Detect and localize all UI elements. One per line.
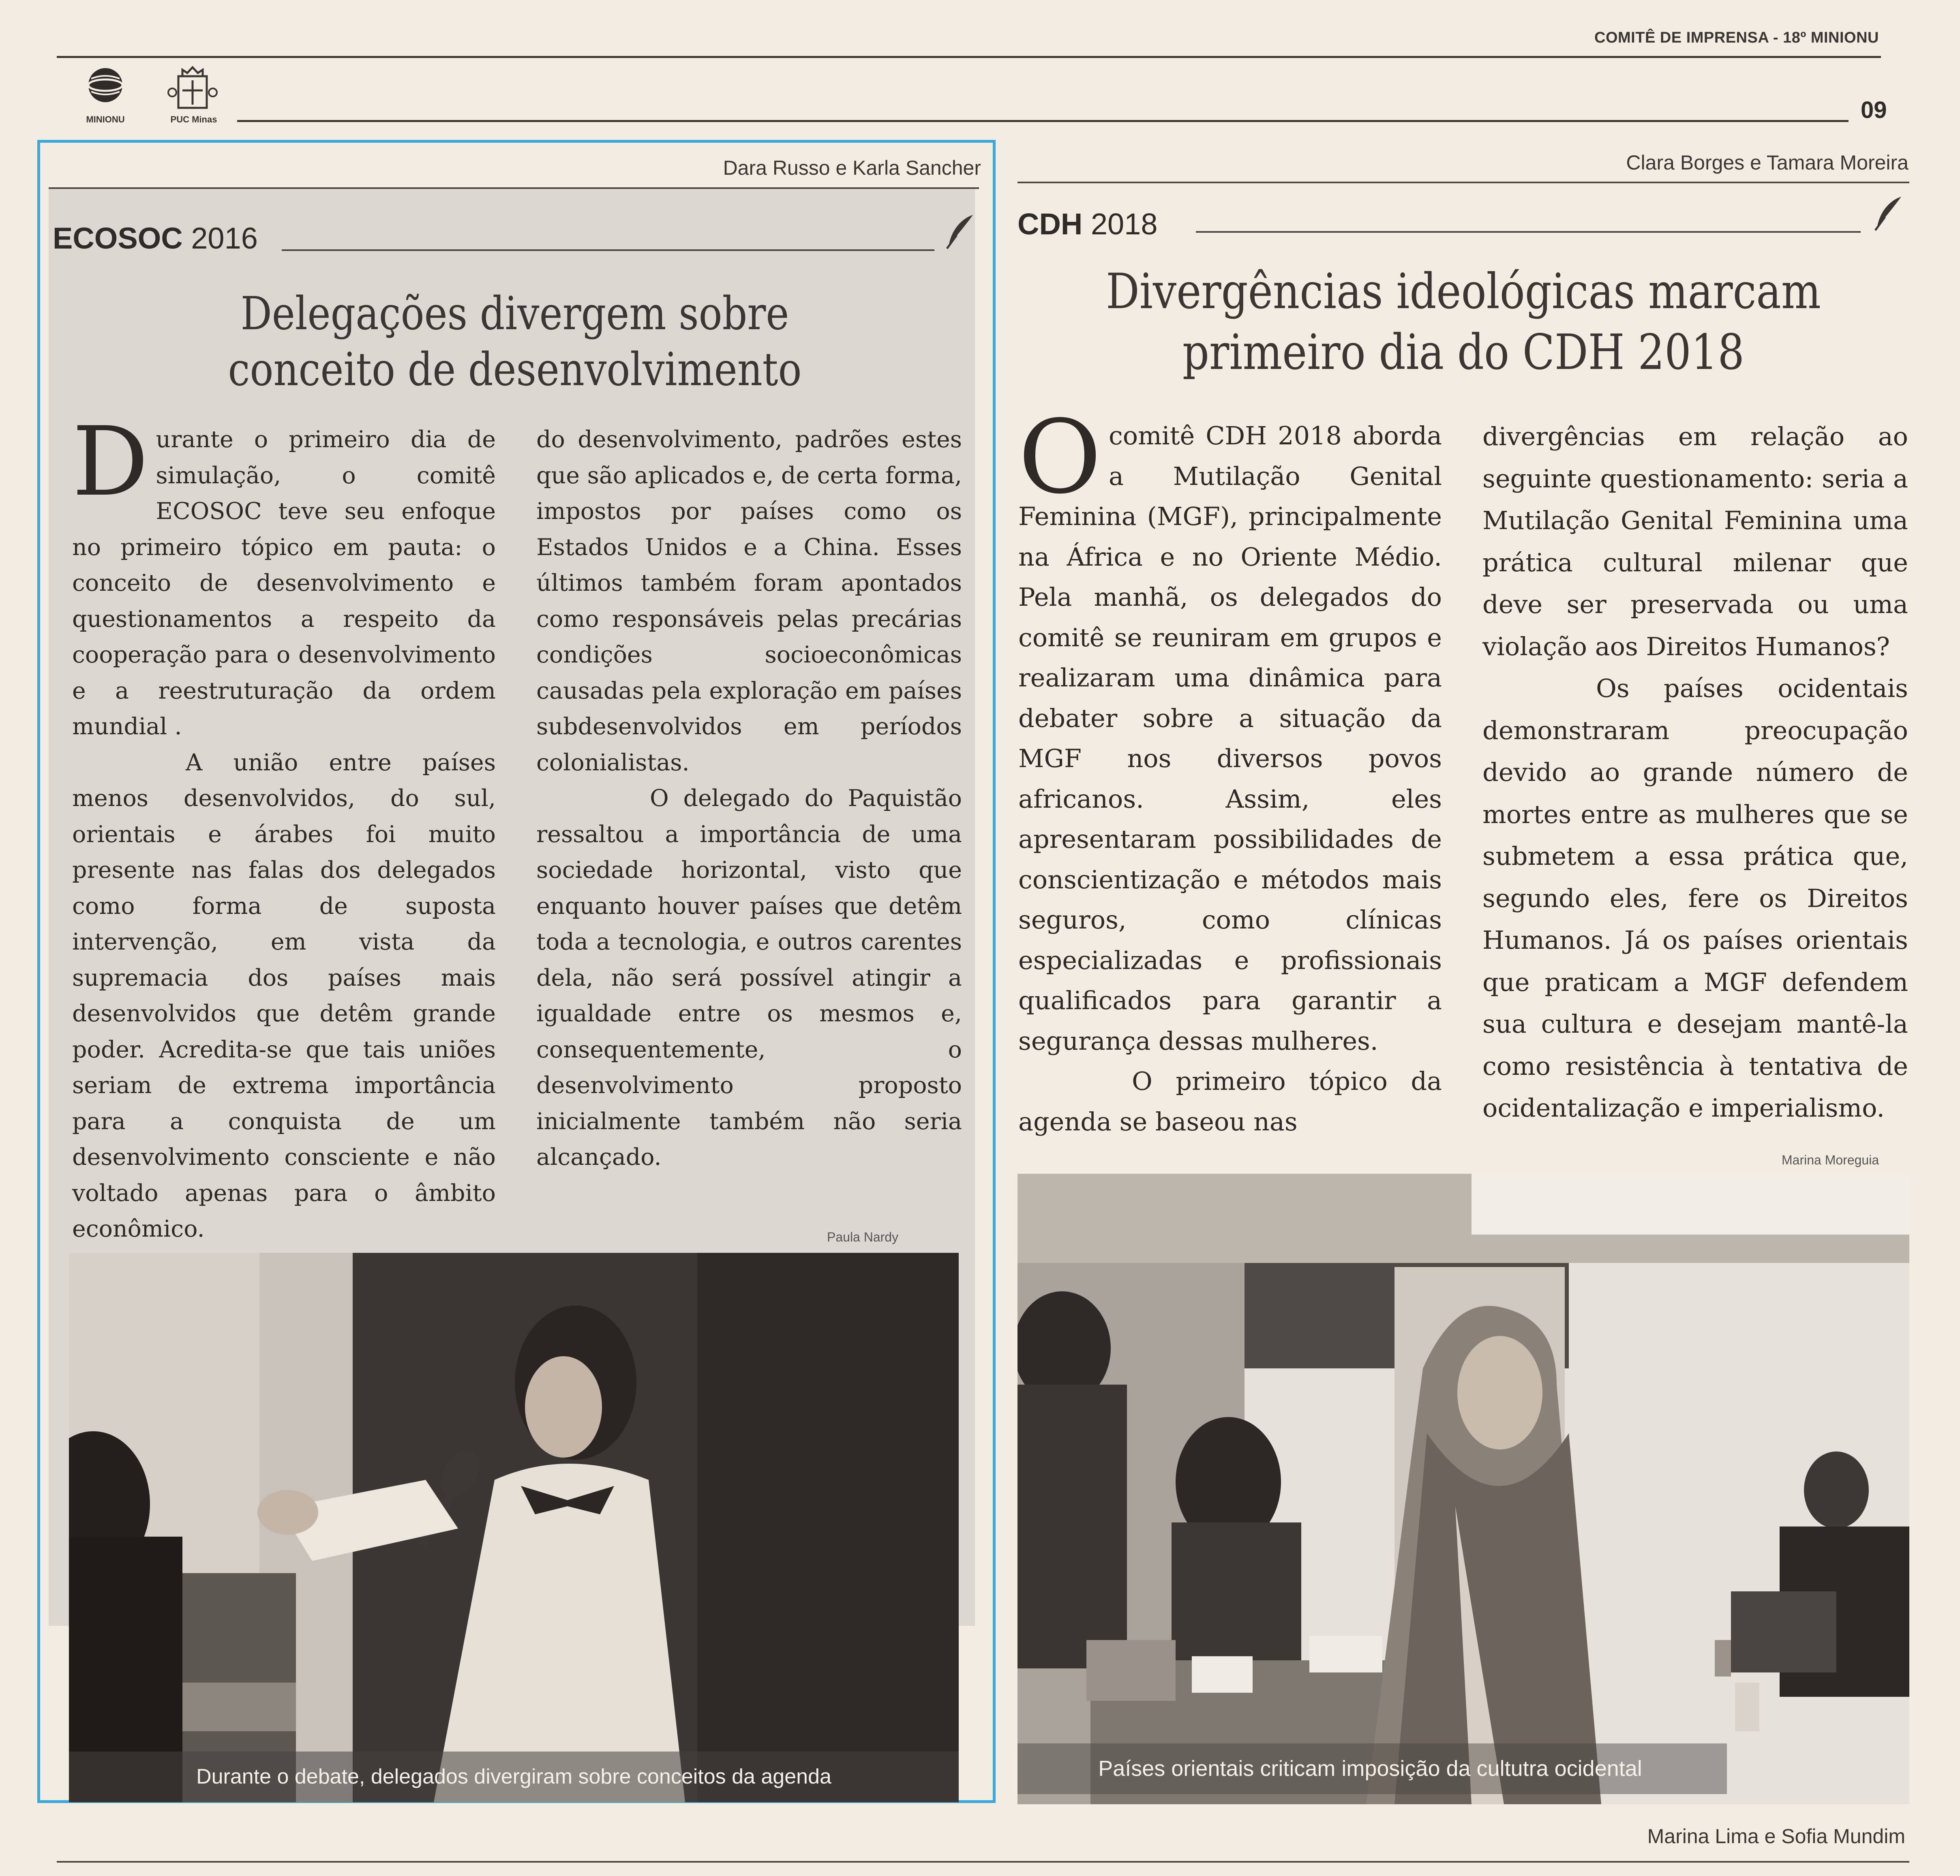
right-article-byline: Clara Borges e Tamara Moreira <box>1626 151 1909 174</box>
left-article-column-1 <box>72 407 496 1355</box>
right-headline-line-1: Divergências ideológicas marcam <box>1106 264 1821 320</box>
right-dropcap: O <box>1018 398 1101 516</box>
left-paragraph-5: O delegado do Paquistão ressaltou a importância de uma sociedade horizontal, visto que enquanto houver países que detêm toda a tecnologia, e outros carentes dela, não será possível atingir a igualdade entre os mesmos e, consequentemente, o desenvolvimento proposto inicialmente também não seria alcançado. <box>536 785 962 1171</box>
minionu-logo-label: MINIONU <box>86 114 125 124</box>
right-byline-rule <box>1017 182 1909 183</box>
masthead-top-rule <box>57 56 1881 58</box>
right-paragraph-2: O primeiro tópico da agenda se baseou nas <box>1018 1066 1442 1136</box>
right-headline-line-2: primeiro dia do CDH 2018 <box>1182 324 1745 381</box>
right-section-tag <box>1017 207 1158 241</box>
minionu-logo-icon <box>83 65 128 109</box>
masthead-bottom-rule <box>237 120 1849 122</box>
footer-byline: Marina Lima e Sofia Mundim <box>1647 1825 1905 1848</box>
left-paragraph-2: A união entre países menos desenvolvidos, do sul, orientais e árabes foi muito presente nas falas dos delegados como forma de suposta intervenção, em vista da supremacia dos países mais desenvolvidos que detêm grande poder. Acredita-se que tais uniões seriam de extrema importância para a conquista de um desenvolvimento consciente e não voltado apenas para o âmbito econômico. <box>72 749 496 1242</box>
section-year: 2016 <box>191 221 258 255</box>
cdh-photo <box>1017 1174 1909 1804</box>
publication-title: COMITÊ DE IMPRENSA - 18º MINIONU <box>1594 29 1879 46</box>
right-photo-credit: Marina Moreguia <box>1782 1153 1879 1167</box>
right-article-column-2 <box>1482 416 1908 1129</box>
left-section-tag <box>53 221 258 255</box>
puc-minas-logo-label: PUC Minas <box>170 114 217 124</box>
right-section-rule <box>1196 231 1861 233</box>
section-name: CDH <box>1017 207 1083 241</box>
left-byline-rule <box>49 187 979 189</box>
right-photo-caption: Países orientais criticam imposição da cultutra ocidental <box>1098 1756 1642 1781</box>
section-year: 2018 <box>1090 207 1158 241</box>
ecosoc-photo <box>69 1253 959 1802</box>
right-paragraph-3: divergências em relação ao seguinte questionamento: seria a Mutilação Genital Feminina uma prática cultural milenar que deve ser preservada ou uma violação aos Direitos Humanos? <box>1482 422 1908 661</box>
left-section-rule <box>282 249 934 251</box>
page-number: 09 <box>1861 97 1887 123</box>
left-article-column-2 <box>536 422 962 1175</box>
footer-rule <box>57 1861 1909 1863</box>
section-name: ECOSOC <box>53 221 183 255</box>
quill-icon <box>945 213 977 249</box>
quill-icon <box>1873 195 1905 231</box>
left-photo-caption: Durante o debate, delegados divergiram sobre conceitos da agenda <box>196 1765 831 1788</box>
left-paragraph-4: do desenvolvimento, padrões estes que são aplicados e, de certa forma, impostos por países como os Estados Unidos e a China. Esses últimos também foram apontados como responsáveis pelas precárias condições socioeconômicas causadas pela exploração em países subdesenvolvidos em períodos colonialistas. <box>536 426 962 776</box>
right-paragraph-1: comitê CDH 2018 aborda a Mutilação Genital Feminina (MGF), principalmente na África e no Oriente Médio. Pela manhã, os delegados do comitê se reuniram em grupos e realizaram uma dinâmica para debater sobre a situação da MGF nos diversos povos africanos. Assim, eles apresentaram possibilidades de conscientização e métodos mais seguros, como clínicas especializadas e profissionais qualificados para garantir a segurança dessas mulheres. <box>1018 421 1442 1056</box>
left-paragraph-1: urante o primeiro dia de simulação, o comitê ECOSOC teve seu enfoque no primeiro tópico em pauta: o conceito de desenvolvimento e questionamentos a respeito da cooperação para o desenvolvimento e a reestruturação da ordem mundial . <box>72 426 496 740</box>
right-article-column-1 <box>1018 398 1442 1142</box>
left-article-byline: Dara Russo e Karla Sancher <box>723 157 981 179</box>
left-headline-line-1: Delegações divergem sobre <box>240 287 789 340</box>
right-headline <box>1080 262 1847 383</box>
left-photo-credit: Paula Nardy <box>827 1230 899 1244</box>
puc-minas-crest-icon <box>166 64 219 113</box>
right-paragraph-4: Os países ocidentais demonstraram preocupação devido ao grande número de mortes entre as mulheres que se submetem a essa prática que, segundo eles, fere os Direitos Humanos. Já os países orientais que praticam a MGF defendem sua cultura e desejam mantê-la como resistência à tentativa de ocidentalização e imperialismo. <box>1482 673 1908 1123</box>
left-headline-line-2: conceito de desenvolvimento <box>228 343 802 396</box>
left-headline <box>163 286 867 398</box>
left-dropcap: D <box>72 407 149 517</box>
